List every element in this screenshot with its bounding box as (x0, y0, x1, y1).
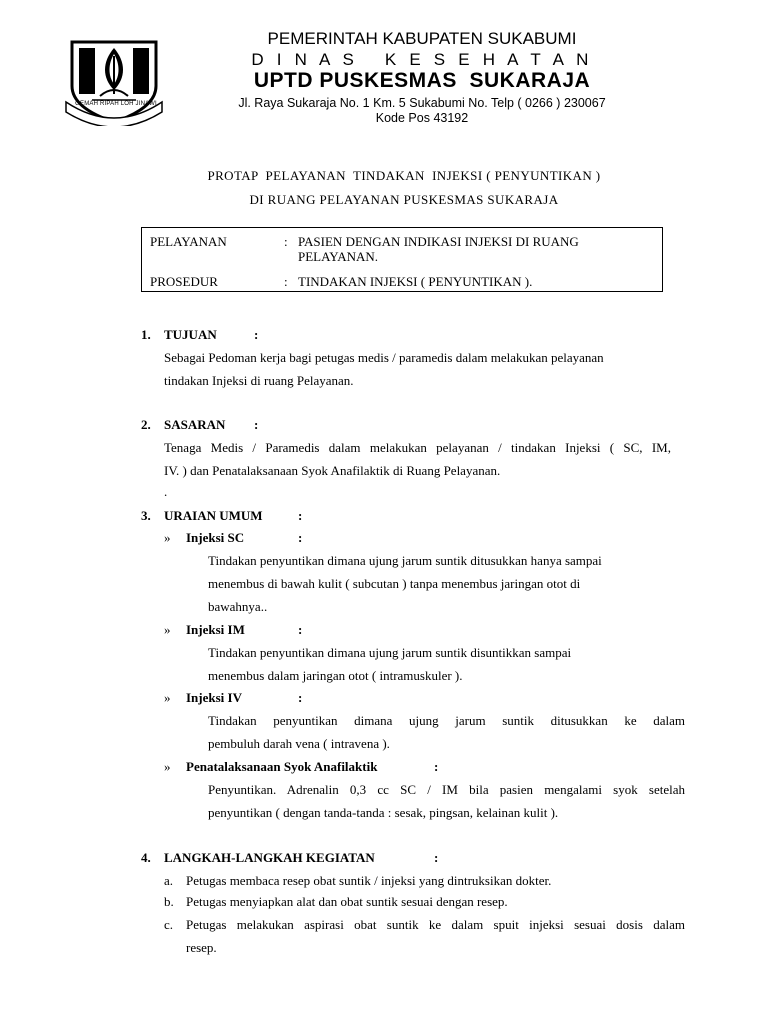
sc-text-cont: bawahnya.. (208, 599, 268, 614)
header-government: PEMERINTAH KABUPATEN SUKABUMI (267, 29, 577, 48)
syok-text-cont: penyuntikan ( dengan tanda-tanda : sesak, pingsan, kelainan kulit ). (208, 805, 559, 820)
logo-motto: GEMAH RIPAH LOH JINAWI (75, 101, 157, 107)
list-item-cont: resep. (186, 940, 217, 955)
bullet-icon: » (164, 530, 171, 545)
section-colon: : (434, 850, 439, 865)
subheading-iv: Injeksi IV (186, 690, 242, 705)
section-number: 4. (141, 850, 151, 865)
list-item: Petugas menyiapkan alat dan obat suntik sesuai dengan resep. (186, 894, 508, 909)
document-subtitle: DI RUANG PELAYANAN PUSKESMAS SUKARAJA (249, 192, 559, 207)
section-number: 3. (141, 508, 151, 523)
section-colon: : (298, 508, 303, 523)
prosedur-colon: : (284, 274, 288, 289)
section-colon: : (254, 327, 259, 342)
bullet-icon: » (164, 622, 171, 637)
tujuan-text-cont: tindakan Injeksi di ruang Pelayanan. (164, 373, 354, 388)
subheading-im: Injeksi IM (186, 622, 245, 637)
list-label: b. (164, 894, 174, 909)
list-item: Petugas membaca resep obat suntik / injeksi yang dintruksikan dokter. (186, 873, 552, 888)
section-heading-uraian: URAIAN UMUM (164, 508, 263, 523)
subheading-syok: Penatalaksanaan Syok Anafilaktik (186, 759, 378, 774)
section-number: 2. (141, 417, 151, 432)
sasaran-text-cont: IV. ) dan Penatalaksanaan Syok Anafilaktik di Ruang Pelayanan. (164, 463, 501, 478)
document-title: PROTAP PELAYANAN TINDAKAN INJEKSI ( PENYUNTIKAN ) (207, 168, 601, 183)
section-colon: : (254, 417, 259, 432)
section-heading-sasaran: SASARAN (164, 417, 226, 432)
subheading-colon: : (298, 530, 303, 545)
iv-text-cont: pembuluh darah vena ( intravena ). (208, 736, 390, 751)
header-department: D I N A S K E S E H A T A N (251, 50, 593, 69)
iv-text: Tindakan penyuntikan dimana ujung jarum suntik ditusukkan ke dalam (208, 713, 685, 728)
header-postcode: Kode Pos 43192 (375, 111, 469, 125)
header-address: Jl. Raya Sukaraja No. 1 Km. 5 Sukabumi No. Telp ( 0266 ) 230067 (238, 96, 606, 110)
subheading-sc: Injeksi SC (186, 530, 245, 545)
syok-text: Penyuntikan. Adrenalin 0,3 cc SC / IM bila pasien mengalami syok setelah (208, 782, 685, 797)
bullet-icon: » (164, 690, 171, 705)
im-text: Tindakan penyuntikan dimana ujung jarum suntik disuntikkan sampai (208, 645, 572, 660)
prosedur-value: TINDAKAN INJEKSI ( PENYUNTIKAN ). (298, 274, 533, 289)
section-heading-langkah: LANGKAH-LANGKAH KEGIATAN (164, 850, 375, 865)
im-text-cont: menembus dalam jaringan otot ( intramuskuler ). (208, 668, 463, 683)
sc-text: Tindakan penyuntikan dimana ujung jarum suntik ditusukkan hanya sampai (208, 553, 602, 568)
subheading-colon: : (298, 622, 303, 637)
tujuan-text: Sebagai Pedoman kerja bagi petugas medis / paramedis dalam melakukan pelayanan (164, 350, 604, 365)
pelayanan-value: PASIEN DENGAN INDIKASI INJEKSI DI RUANG (298, 234, 579, 249)
list-label: c. (164, 917, 174, 932)
pelayanan-colon: : (284, 234, 288, 249)
list-item: Petugas melakukan aspirasi obat suntik ke dalam spuit injeksi sesuai dosis dalam (186, 917, 685, 932)
subheading-colon: : (434, 759, 439, 774)
header-institution: UPTD PUSKESMAS SUKARAJA (253, 69, 591, 92)
section-number: 1. (141, 327, 151, 342)
section-heading-tujuan: TUJUAN (164, 327, 217, 342)
stray-dot: . (164, 484, 168, 499)
prosedur-label: PROSEDUR (150, 274, 218, 289)
sc-text-cont: menembus di bawah kulit ( subcutan ) tanpa menembus jaringan otot di (208, 576, 581, 591)
bullet-icon: » (164, 759, 171, 774)
pelayanan-label: PELAYANAN (150, 234, 227, 249)
pelayanan-value-cont: PELAYANAN. (298, 249, 379, 264)
district-emblem-icon (62, 38, 166, 126)
sasaran-text: Tenaga Medis / Paramedis dalam melakukan pelayanan / tindakan Injeksi ( SC, IM, (164, 440, 671, 455)
subheading-colon: : (298, 690, 303, 705)
list-label: a. (164, 873, 174, 888)
